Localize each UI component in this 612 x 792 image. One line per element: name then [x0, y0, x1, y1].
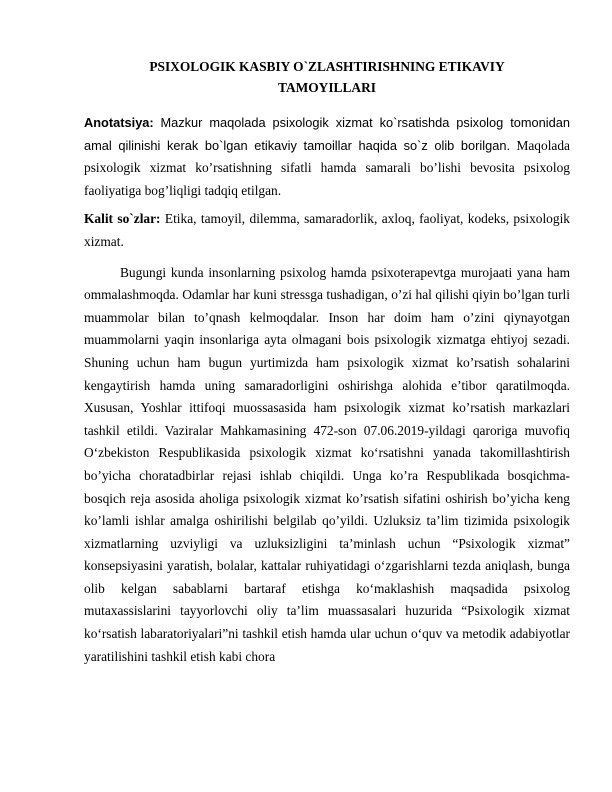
abstract-text-part1: Mazkur maqolada psixologik xizmat ko`rsatishda psixolog tomonidan amal qilinishi kerak bo`lgan etikaviy tamoillar haqida so`z olib borilgan.: [84, 115, 570, 153]
title-line-1: PSIXOLOGIK KASBIY O`ZLASHTIRISHNING ETIKAVIY: [149, 59, 505, 74]
abstract-label: Anotatsiya:: [84, 115, 154, 130]
title-line-2: TAMOYILLARI: [278, 80, 376, 95]
paper-page: [84, 56, 570, 668]
keywords-text: Etika, tamoyil, dilemma, samaradorlik, axloq, faoliyat, kodeks, psixologik xizmat.: [84, 211, 570, 249]
keywords-label: Kalit so`zlar:: [84, 211, 161, 227]
abstract: [84, 112, 570, 202]
paper-title: [84, 56, 570, 98]
keywords: [84, 208, 570, 253]
body-paragraph: Bugungi kunda insonlarning psixolog hamda psixoterapevtga murojaati yana ham ommalashmoqda. Odamlar har kuni stressga tushadigan, o’zi hal qilishi qiyin bo’lgan turli muammolar bilan to’qnash kelmoqdalar. Inson har doim ham o’zini qiynayotgan muammolarni yaqin insonlariga ayta olmagani bois psixologik xizmatga ehtiyoj sezadi. Shuning uchun ham bugun yurtimizda ham psixologik xizmat ko’rsatish sohalarini kengaytirish hamda uning samaradorligini oshirishga alohida e’tibor qaratilmoqda. Xususan, Yoshlar ittifoqi muossasasida ham psixologik xizmat ko’rsatish markazlari tashkil etildi. Vaziralar Mahkamasining 472-son 07.06.2019-yildagi qaroriga muvofiq O‘zbekiston Respublikasida psixologik xizmat ko‘rsatishni yanada takomillashtirish bo’yicha choratadbirlar rejasi ishlab chiqildi. Unga ko’ra Respublikada bosqichma-bosqich reja asosida aholiga psixologik xizmat ko’rsatish sifatini oshirish bo’yicha keng ko’lamli ishlar amalga oshirilishi belgilab qo’yildi. Uzluksiz ta’lim tizimida psixologik xizmatlarning uzviyligi va uzluksizligini ta’minlash uchun “Psixologik xizmat” konsepsiyasini yaratish, bolalar, kattalar ruhiyatidagi o‘zgarishlarni tezda aniqlash, bunga olib kelgan sabablarni bartaraf etishga ko‘maklashish maqsadida psixolog mutaxassislarini tayyorlovchi oliy ta’lim muassasalari huzurida “Psixologik xizmat ko‘rsatish labaratoriyalari”ni tashkil etish hamda ular uchun o‘quv va metodik adabiyotlar yaratilishini tashkil etish kabi chora: [84, 264, 570, 664]
abstract-text-part2: Maqolada psixologik xizmat ko’rsatishning sifatli hamda samarali bo’lishi bevosita psixolog faoliyatiga bog’liqligi tadqiq etilgan.: [84, 137, 570, 198]
